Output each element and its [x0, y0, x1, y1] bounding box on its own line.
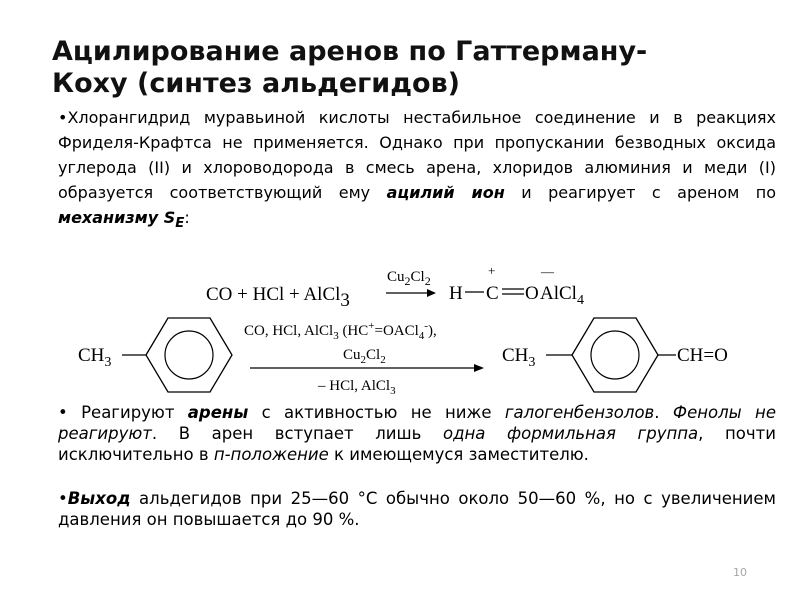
bullet: • — [58, 108, 68, 127]
text: . В арен вступает лишь — [151, 424, 443, 443]
text: Реагируют — [67, 403, 188, 422]
arenes-term: арены — [187, 403, 249, 422]
product-o: O — [525, 283, 539, 304]
conditions-line-3: – HCl, AlCl$_3$ — [318, 378, 396, 397]
aromatic-circle-1 — [165, 331, 213, 379]
product-alcl: AlCl$_4$ — [540, 283, 584, 308]
phenols-term: Фенолы не реагируют — [58, 403, 776, 443]
yield-term: Выход — [67, 489, 131, 508]
product-ch3: $CH_3$ — [502, 345, 536, 370]
title-line-1: Ацилирование аренов по Гаттерману- — [52, 36, 648, 67]
product-c: C — [486, 283, 499, 304]
charge-plus: + — [488, 263, 496, 278]
mechanism-subscript: E — [175, 216, 185, 232]
conditions-line-1: CO, HCl, AlCl$_3$ (HC+=OAСl$_4$-), — [244, 320, 437, 342]
page-number: 10 — [733, 566, 747, 579]
intro-text: Хлорангидрид муравьиной кислоты нестабильное соединение и в реакциях Фриделя-Крафтса не применяется. Однако при пропускании безводных оксида углерода (II) и хлороводорода в смесь арена, хлоридов алюминия и меди (I) образуется соответствующий ему — [58, 108, 776, 202]
text: . — [654, 403, 673, 422]
text: к имеющемуся заместителю. — [328, 445, 589, 464]
text: альдегидов при 25—60 °С обычно около 50—60 %, но с увеличением давления он повышается до 90 %. — [58, 489, 776, 529]
arrow-1-head — [427, 289, 436, 297]
slide-title — [52, 36, 772, 100]
para-position-term: п-положение — [213, 445, 329, 464]
arrow-2-head — [474, 364, 484, 372]
acyl-ion-term: ацилий ион — [386, 183, 505, 202]
intro-text-mid: и реагирует с ареном по — [504, 183, 776, 202]
conditions-paragraph — [58, 402, 776, 465]
bullet: • — [58, 489, 68, 508]
conditions-line-2: $Cu_2Cl_2$ — [343, 347, 386, 366]
one-group-term: одна формильная группа — [442, 424, 699, 443]
catalyst-label: $Cu_2Cl_2$ — [387, 269, 431, 288]
mechanism-term: механизму S — [58, 208, 176, 227]
charge-minus: — — [541, 264, 554, 279]
benzene-ring-1 — [146, 318, 232, 392]
reactants: CO + HCl + AlCl3 — [206, 284, 350, 311]
bullet: • — [58, 403, 68, 422]
halobenzenes-term: галогенбензолов — [504, 403, 655, 422]
product-h: H — [449, 283, 463, 304]
reaction-scheme — [0, 262, 800, 404]
benzene-ring-2 — [572, 318, 658, 392]
reactant-ch3: $CH_3$ — [78, 345, 112, 370]
title-line-2: Коху (синтез альдегидов) — [52, 68, 460, 99]
yield-paragraph — [58, 488, 776, 530]
text: с активностью не ниже — [248, 403, 505, 422]
intro-text-end: : — [184, 208, 190, 227]
aromatic-circle-2 — [591, 331, 639, 379]
product-cho: CH=O — [677, 345, 728, 366]
intro-paragraph — [58, 105, 776, 236]
text: , почти исключительно в — [58, 424, 776, 464]
